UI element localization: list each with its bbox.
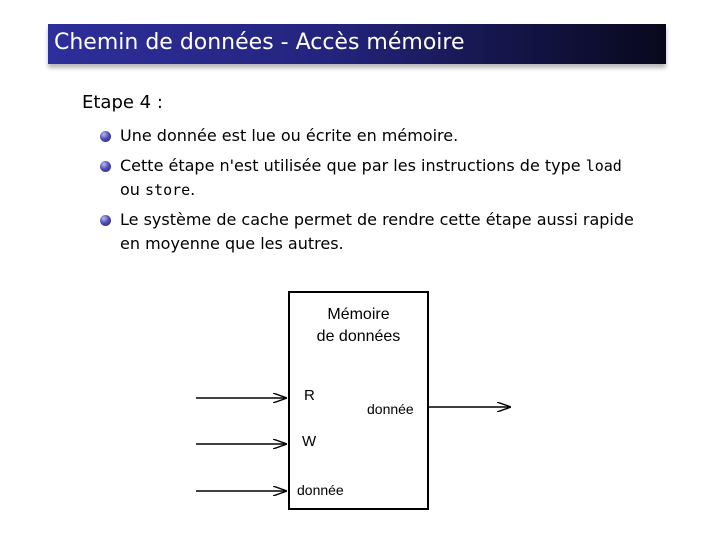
port-label-w: W <box>302 433 317 450</box>
code-load: load <box>585 157 622 175</box>
port-label-data-in: donnée <box>297 482 344 498</box>
bullet-text: Une donnée est lue ou écrite en mémoire. <box>120 126 459 145</box>
data-memory-title-line1: Mémoire <box>327 306 390 323</box>
slide-title: Chemin de données - Accès mémoire <box>54 30 465 55</box>
bullet-text-part: . <box>190 180 196 199</box>
bullet-text-line2: en moyenne que les autres. <box>120 234 344 253</box>
code-store: store <box>145 181 191 199</box>
data-memory-title <box>288 304 429 348</box>
port-label-r: R <box>304 387 315 404</box>
bullet-text-line1: Le système de cache permet de rendre cette étape aussi rapide <box>120 210 634 229</box>
data-memory-title-line2: de données <box>316 328 401 345</box>
port-label-data-out: donnée <box>367 401 414 417</box>
bullet-text-part: Cette étape n'est utilisée que par les instructions de type <box>120 156 586 175</box>
step-heading: Etape 4 : <box>82 92 163 113</box>
bullet-text-part: ou <box>120 180 146 199</box>
